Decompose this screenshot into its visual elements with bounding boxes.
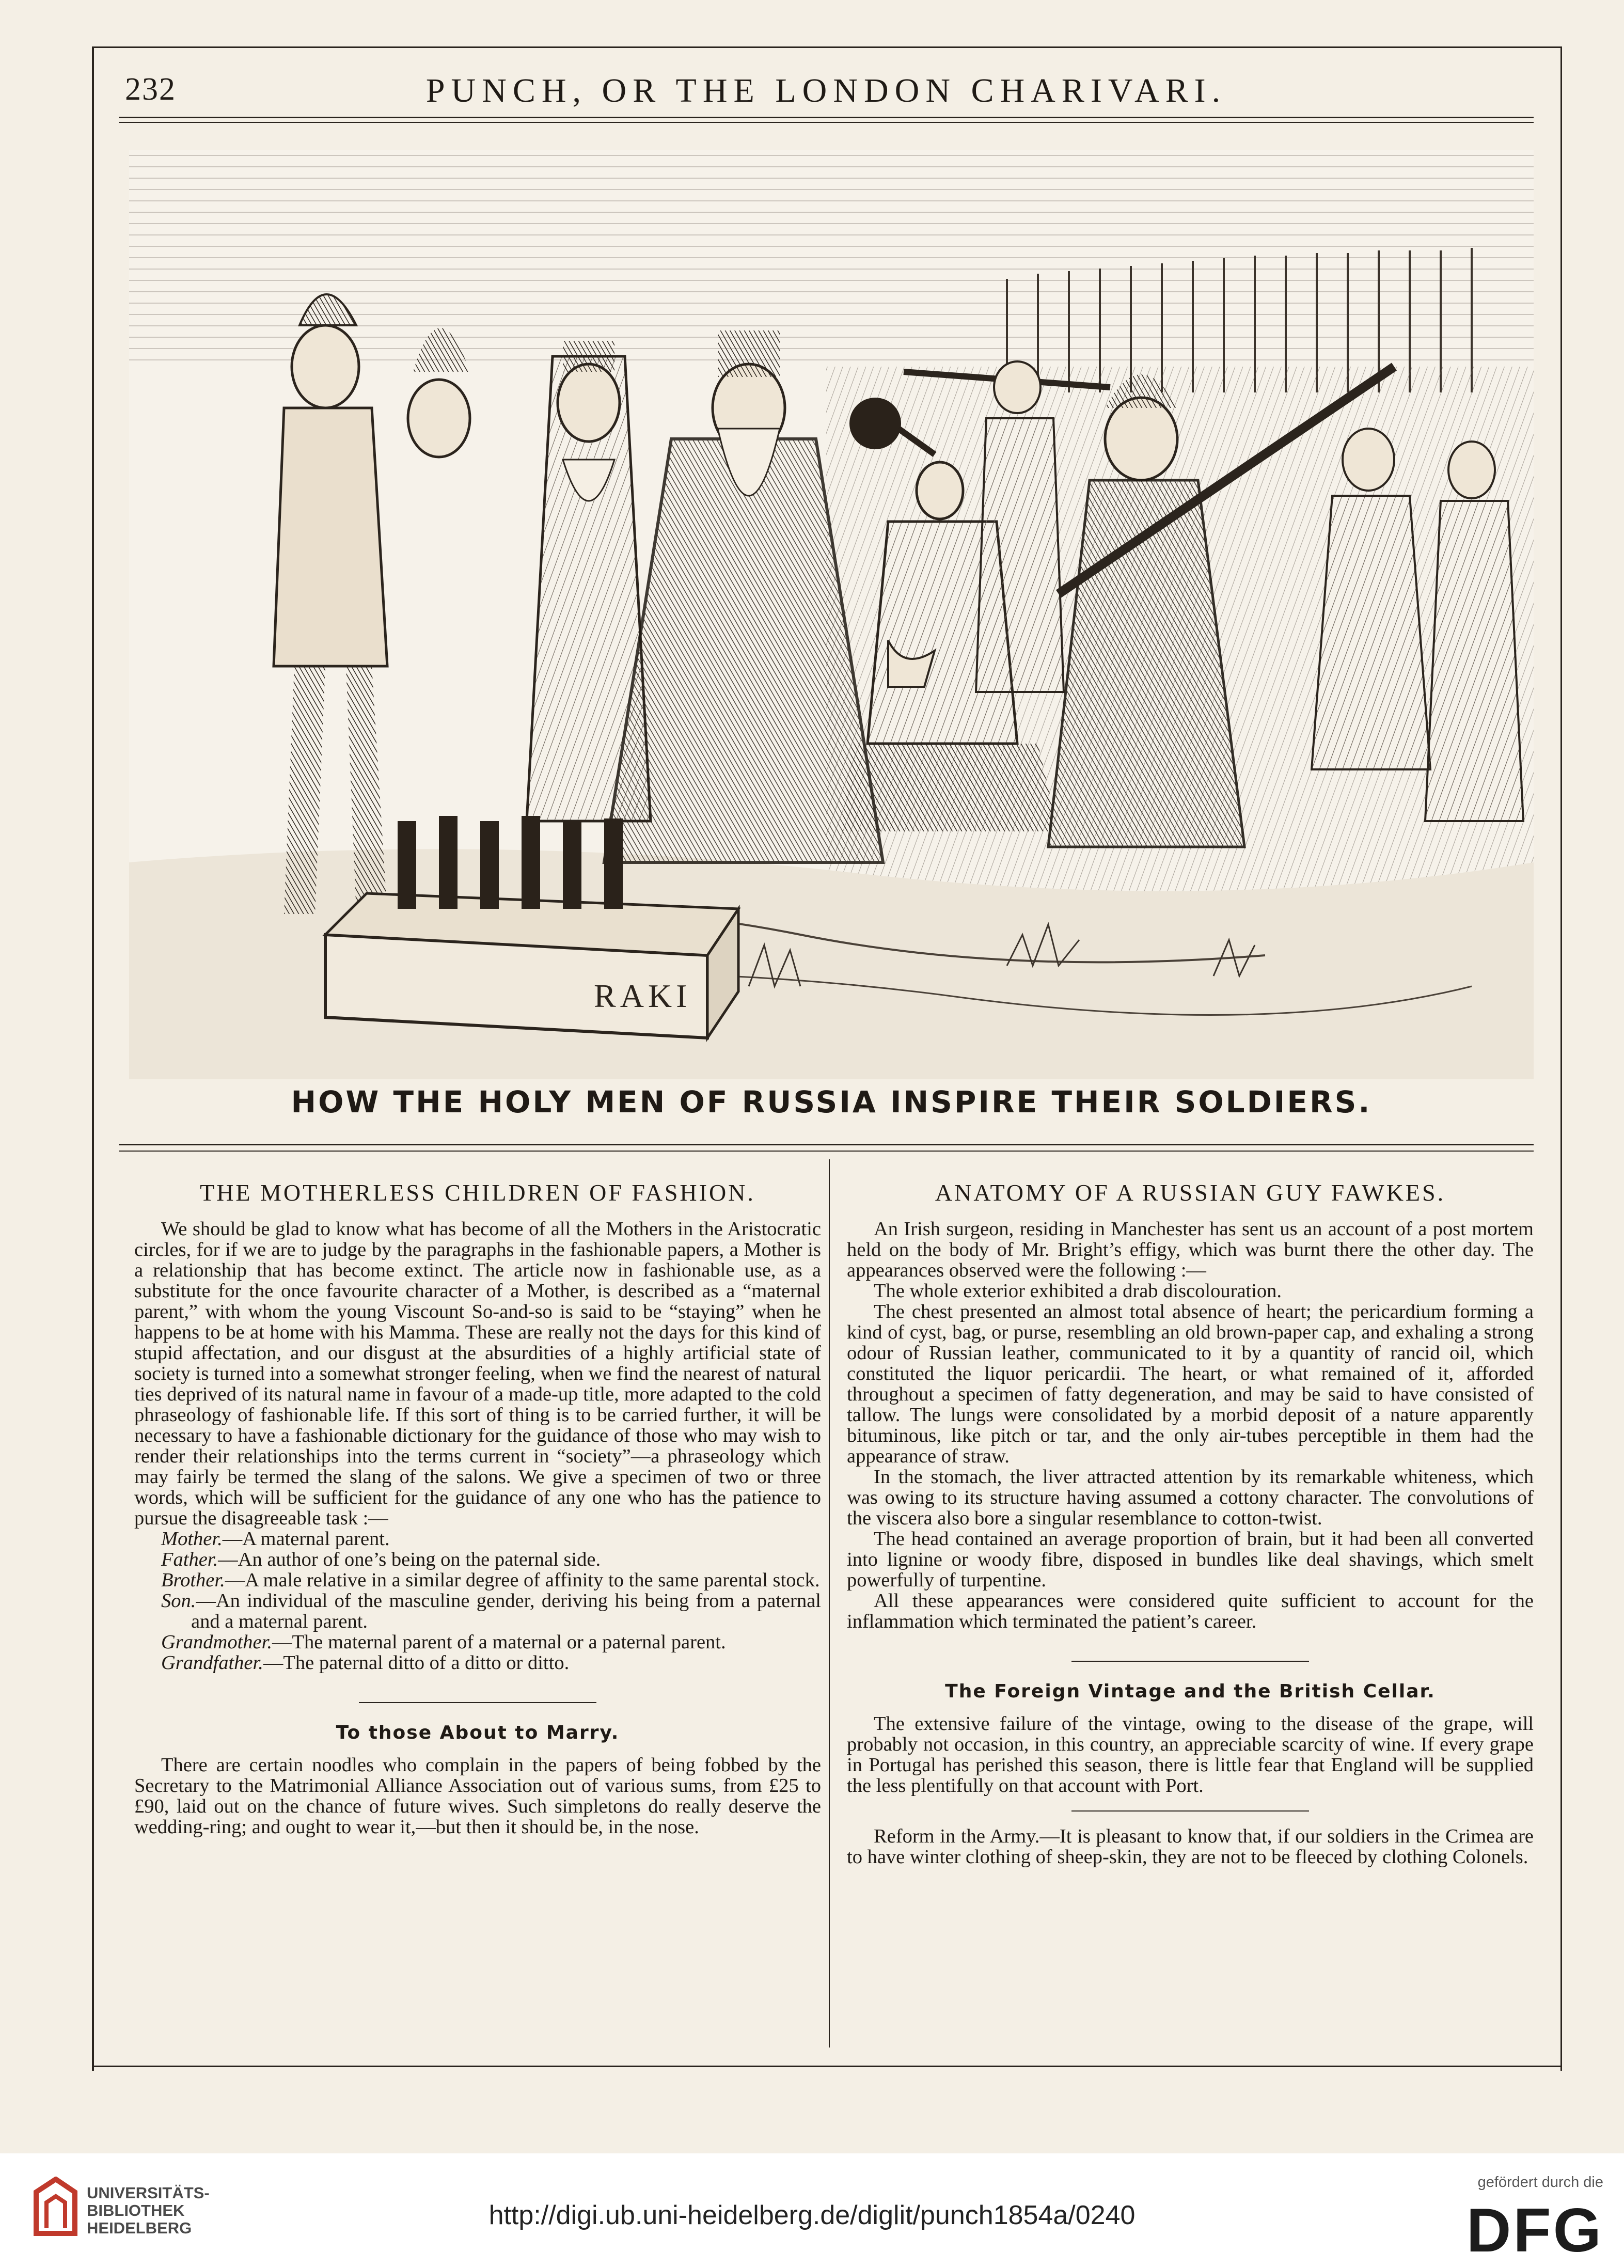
fashion-glossary <box>134 1529 821 1673</box>
cartoon-caption: HOW THE HOLY MEN OF RUSSIA INSPIRE THEIR SOLDIERS. <box>291 1084 1372 1120</box>
header-rule-thin <box>119 122 1534 123</box>
left-column <box>134 1167 821 1837</box>
glossary-entry: Son.—An individual of the masculine gender, deriving his being from a paternal and a maternal parent. <box>161 1590 821 1632</box>
header-rule <box>119 117 1534 118</box>
glossary-entry: Father.—An author of one’s being on the paternal side. <box>161 1549 601 1570</box>
article-paragraph: All these appearances were considered quite sufficient to account for the inflammation which terminated the patient’s career. <box>847 1590 1534 1632</box>
right-column <box>847 1167 1534 1867</box>
section-divider <box>119 1144 1534 1145</box>
article-paragraph: An Irish surgeon, residing in Manchester has sent us an account of a post mortem held on the body of Mr. Bright’s effigy, which was burnt there the other day. The appearances observed were the following :— <box>847 1218 1534 1281</box>
frame-right-line <box>1560 46 1562 2071</box>
section-divider-thin <box>119 1151 1534 1152</box>
article-title-motherless: THE MOTHERLESS CHILDREN OF FASHION. <box>200 1179 755 1206</box>
crate-label: RAKI <box>594 978 691 1014</box>
glossary-entry: Brother.—A male relative in a similar degree of affinity to the same parental stock. <box>161 1569 820 1591</box>
article-paragraph: The whole exterior exhibited a drab discolouration. <box>874 1280 1282 1302</box>
short-divider <box>1071 1810 1309 1812</box>
source-url[interactable]: http://digi.ub.uni-heidelberg.de/diglit/punch1854a/0240 <box>488 2200 1136 2230</box>
short-divider <box>359 1702 596 1703</box>
cartoon-illustration <box>129 150 1534 1079</box>
article-paragraph: We should be glad to know what has become of all the Mothers in the Aristocratic circles, for if we are to judge by the paragraphs in the fashionable papers, a Mother is a relationship that has become extinct. The article now in fashionable use, as a substitute for the once favourite character of a Mother, is described as a “maternal parent,” with whom the young Viscount So-and-so is said to be “staying” when he happens to be at home with his Mamma. These are really not the days for this kind of stupid affectation, and our disgust at the absurdities of a highly artificial state of society is turned into a somewhat stronger feeling, when we find the nearest of natural ties deprived of its natural name in favour of a made-up title, more adapted to the cold phraseology of fashionable life. If this sort of thing is to be carried further, it will be necessary to have a fashionable dictionary for the guidance of those who may wish to render their relationships into the terms current in “society”—a phraseology which may fairly be termed the slang of the salons. We give a specimen of two or three words, which will be sufficient for the guidance of any one who has the patience to pursue the disagreeable task :— <box>134 1218 821 1529</box>
dfg-logo: DFG <box>1466 2196 1603 2265</box>
article-paragraph: The extensive failure of the vintage, owing to the disease of the grape, will probably not occasion, in this country, an appreciable scarcity of wine. If every grape in Portugal has perished this season, there is little fear that England will be supplied the less plentifully on that account with Port. <box>847 1713 1534 1797</box>
section-title-marry: To those About to Marry. <box>336 1722 620 1743</box>
page-header <box>119 67 1534 124</box>
page-number: 232 <box>125 72 176 107</box>
running-title: PUNCH, OR THE LONDON CHARIVARI. <box>425 72 1227 109</box>
section-title-vintage: The Foreign Vintage and the British Cellar. <box>945 1681 1436 1702</box>
article-title-anatomy: ANATOMY OF A RUSSIAN GUY FAWKES. <box>935 1179 1446 1206</box>
article-paragraph: There are certain noodles who complain in the papers of being fobbed by the Secretary to the Matrimonial Alliance Association out of various sums, from £25 to £90, laid out on the chance of future wives. Such simpletons do really deserve the wedding-ring; and ought to wear it,—but then it should be, in the nose. <box>134 1754 821 1838</box>
glossary-entry: Grandfather.—The paternal ditto of a ditto or ditto. <box>161 1652 570 1674</box>
sponsor-label: gefördert durch die <box>1477 2174 1603 2191</box>
article-paragraph: The chest presented an almost total absence of heart; the pericardium forming a kind of cyst, bag, or purse, resembling an old brown-paper cap, and exhaling a strong odour of Russian leather, communicated to it by a quantity of rancid oil, which constituted the liquor pericardii. The heart, or what remained of it, afforded throughout a specimen of fatty degeneration, and may be said to have consisted of tallow. The lungs were consolidated by a morbid deposit of a nature apparently bituminous, like pitch or tar, and the only air-tubes perceptible in them had the appearance of straw. <box>847 1301 1534 1467</box>
frame-bottom-line <box>92 2066 1561 2067</box>
article-paragraph: Reform in the Army.—It is pleasant to know that, if our soldiers in the Crimea are to have winter clothing of sheep-skin, they are not to be fleeced by clothing Colonels. <box>847 1825 1534 1868</box>
frame-top-line <box>92 46 1561 48</box>
glossary-entry: Grandmother.—The maternal parent of a maternal or a paternal parent. <box>161 1631 726 1653</box>
article-paragraph: The head contained an average proportion of brain, but it had been all converted into lignine or woody fibre, disposed in bundles like deal shavings, which smelt powerfully of turpentine. <box>847 1528 1534 1591</box>
library-name: UNIVERSITÄTS- BIBLIOTHEK HEIDELBERG <box>87 2184 210 2237</box>
short-divider <box>1071 1661 1309 1662</box>
frame-left-line <box>92 46 94 2071</box>
article-paragraph: In the stomach, the liver attracted attention by its remarkable whiteness, which was owing to its structure having assumed a cottony character. The convolutions of the viscera also bore a singular resemblance to cotton-twist. <box>847 1466 1534 1529</box>
glossary-entry: Mother.—A maternal parent. <box>161 1528 390 1550</box>
digitization-footer <box>0 2153 1624 2268</box>
column-divider <box>829 1159 830 2048</box>
